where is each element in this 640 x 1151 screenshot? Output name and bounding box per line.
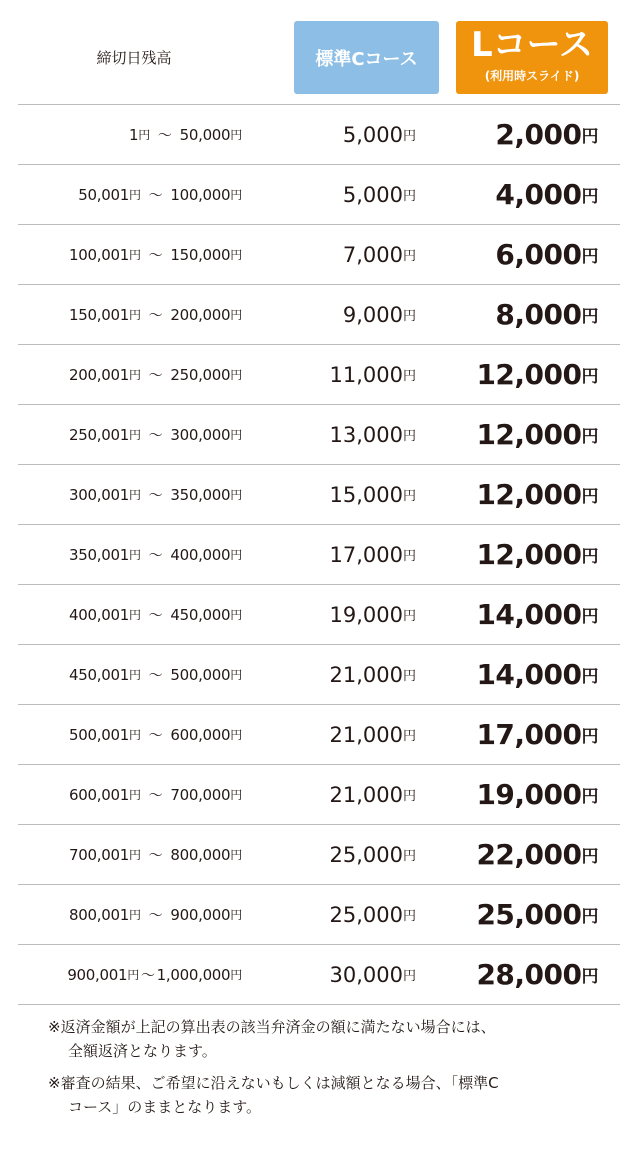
l-amount: 6,000 [495, 238, 582, 271]
yen-unit: 円 [581, 487, 598, 507]
yen-unit: 円 [138, 128, 150, 142]
yen-unit: 円 [128, 488, 141, 502]
range-to: 800,000 [170, 845, 231, 864]
l-amount-cell [438, 645, 598, 704]
range-from: 400,001 [69, 605, 129, 624]
range-from: 250,001 [69, 425, 129, 444]
yen-unit: 円 [581, 367, 598, 387]
range-to: 300,000 [170, 425, 231, 444]
yen-unit: 円 [581, 967, 598, 987]
yen-unit: 円 [230, 368, 242, 382]
standard-amount: 5,000 [342, 122, 403, 147]
l-amount-cell [438, 165, 598, 224]
footnote-line: ※返済金額が上記の算出表の該当弁済金の額に満たない場合には、 [48, 1018, 496, 1036]
standard-amount-cell [258, 885, 416, 944]
table-row [18, 885, 620, 945]
range-from: 100,001 [69, 245, 129, 264]
yen-unit: 円 [230, 548, 242, 562]
yen-unit: 円 [230, 488, 242, 502]
range-to: 350,000 [170, 485, 231, 504]
range-from: 700,001 [69, 845, 129, 864]
l-amount: 14,000 [476, 598, 582, 631]
range-to: 900,000 [170, 905, 231, 924]
standard-amount-cell [258, 165, 416, 224]
standard-course-header: 標準Cコース [294, 21, 439, 94]
range-from: 200,001 [69, 365, 129, 384]
range-from: 450,001 [69, 665, 129, 684]
range-tilde: ～ [148, 487, 163, 504]
l-amount: 17,000 [476, 718, 582, 751]
range-to: 250,000 [170, 365, 231, 384]
l-amount: 25,000 [476, 898, 582, 931]
range-tilde: ～ [148, 187, 163, 204]
balance-range-cell [18, 345, 242, 404]
yen-unit: 円 [230, 428, 242, 442]
table-row [18, 345, 620, 405]
yen-unit: 円 [581, 547, 598, 567]
range-from: 300,001 [69, 485, 129, 504]
balance-range-cell [18, 405, 242, 464]
l-amount: 14,000 [476, 658, 582, 691]
range-to: 200,000 [170, 305, 231, 324]
standard-amount: 25,000 [329, 902, 403, 927]
l-amount: 2,000 [495, 118, 582, 151]
standard-amount-cell [258, 645, 416, 704]
yen-unit: 円 [581, 607, 598, 627]
yen-unit: 円 [402, 129, 416, 144]
standard-amount: 30,000 [329, 962, 403, 987]
l-amount-cell [438, 225, 598, 284]
standard-amount: 11,000 [329, 362, 403, 387]
l-amount: 19,000 [476, 778, 582, 811]
yen-unit: 円 [127, 968, 139, 982]
yen-unit: 円 [402, 669, 416, 684]
l-course-title: Lコース [471, 25, 593, 65]
standard-amount: 7,000 [342, 242, 403, 267]
range-tilde: ～ [148, 247, 163, 264]
yen-unit: 円 [128, 728, 141, 742]
standard-amount-cell [258, 405, 416, 464]
yen-unit: 円 [230, 668, 242, 682]
range-tilde: ～ [148, 307, 163, 324]
yen-unit: 円 [581, 187, 598, 207]
range-to: 600,000 [170, 725, 231, 744]
yen-unit: 円 [230, 728, 242, 742]
table-row [18, 405, 620, 465]
yen-unit: 円 [402, 849, 416, 864]
balance-range-cell [18, 825, 242, 884]
yen-unit: 円 [402, 609, 416, 624]
range-from: 600,001 [69, 785, 129, 804]
range-to: 400,000 [170, 545, 231, 564]
yen-unit: 円 [128, 848, 141, 862]
range-to: 500,000 [170, 665, 231, 684]
range-to: 50,000 [179, 125, 231, 144]
standard-amount-cell [258, 225, 416, 284]
standard-amount: 21,000 [329, 782, 403, 807]
yen-unit: 円 [402, 909, 416, 924]
range-to: 450,000 [170, 605, 231, 624]
range-from: 500,001 [69, 725, 129, 744]
yen-unit: 円 [128, 788, 141, 802]
footnotes [48, 1015, 608, 1127]
standard-amount: 21,000 [329, 662, 403, 687]
range-to: 700,000 [170, 785, 231, 804]
l-amount-cell [438, 405, 598, 464]
balance-column-header: 締切日残高 [96, 49, 172, 67]
yen-unit: 円 [230, 788, 242, 802]
range-to: 1,000,000 [156, 965, 231, 984]
range-from: 1 [128, 125, 139, 144]
yen-unit: 円 [581, 787, 598, 807]
balance-range-cell [18, 585, 242, 644]
l-course-header [456, 21, 608, 94]
yen-unit: 円 [402, 309, 416, 324]
yen-unit: 円 [128, 548, 141, 562]
range-from: 350,001 [69, 545, 129, 564]
range-tilde: ～ [148, 667, 163, 684]
table-header [0, 0, 640, 103]
balance-range-cell [18, 765, 242, 824]
standard-amount-cell [258, 105, 416, 164]
yen-unit: 円 [581, 667, 598, 687]
yen-unit: 円 [581, 427, 598, 447]
range-from: 900,001 [67, 965, 128, 984]
table-row [18, 705, 620, 765]
yen-unit: 円 [230, 608, 242, 622]
standard-amount: 9,000 [342, 302, 403, 327]
l-amount: 12,000 [476, 358, 582, 391]
yen-unit: 円 [402, 489, 416, 504]
balance-range-cell [18, 285, 242, 344]
repayment-table [0, 105, 640, 1005]
table-row [18, 225, 620, 285]
standard-amount: 21,000 [329, 722, 403, 747]
footnote-line: ※審査の結果、ご希望に沿えないもしくは減額となる場合、「標準C [48, 1074, 499, 1092]
balance-range-cell [18, 465, 242, 524]
yen-unit: 円 [128, 308, 141, 322]
footnote-line: 全額返済となります。 [68, 1042, 217, 1060]
standard-amount-cell [258, 825, 416, 884]
standard-amount: 13,000 [329, 422, 403, 447]
yen-unit: 円 [230, 968, 242, 982]
table-row [18, 525, 620, 585]
yen-unit: 円 [230, 128, 242, 142]
yen-unit: 円 [581, 247, 598, 267]
l-amount-cell [438, 825, 598, 884]
standard-amount-cell [258, 345, 416, 404]
standard-amount: 25,000 [329, 842, 403, 867]
l-course-subtitle: (利用時スライド) [484, 69, 580, 83]
yen-unit: 円 [128, 608, 141, 622]
standard-amount-cell [258, 465, 416, 524]
yen-unit: 円 [128, 908, 141, 922]
standard-amount: 17,000 [329, 542, 403, 567]
l-amount-cell [438, 585, 598, 644]
l-amount-cell [438, 945, 598, 1004]
range-tilde: ～ [157, 127, 172, 144]
yen-unit: 円 [230, 908, 242, 922]
l-amount-cell [438, 765, 598, 824]
yen-unit: 円 [128, 188, 141, 202]
yen-unit: 円 [230, 188, 242, 202]
l-amount: 12,000 [476, 418, 582, 451]
range-tilde: ～ [140, 967, 155, 984]
balance-range-cell [18, 645, 242, 704]
standard-amount-cell [258, 585, 416, 644]
l-amount-cell [438, 105, 598, 164]
l-amount-cell [438, 465, 598, 524]
range-tilde: ～ [148, 787, 163, 804]
yen-unit: 円 [581, 727, 598, 747]
table-row [18, 585, 620, 645]
table-row [18, 105, 620, 165]
table-row [18, 765, 620, 825]
footnote [48, 1071, 608, 1119]
l-amount: 28,000 [476, 958, 582, 991]
range-from: 50,001 [78, 185, 129, 204]
standard-amount: 5,000 [342, 182, 403, 207]
yen-unit: 円 [581, 847, 598, 867]
yen-unit: 円 [581, 127, 598, 147]
standard-amount-cell [258, 705, 416, 764]
yen-unit: 円 [402, 969, 416, 984]
l-amount-cell [438, 285, 598, 344]
range-tilde: ～ [148, 847, 163, 864]
l-amount-cell [438, 705, 598, 764]
l-amount-cell [438, 345, 598, 404]
balance-range-cell [18, 945, 242, 1004]
yen-unit: 円 [402, 549, 416, 564]
standard-amount: 15,000 [329, 482, 403, 507]
table-row [18, 465, 620, 525]
yen-unit: 円 [128, 368, 141, 382]
yen-unit: 円 [402, 369, 416, 384]
yen-unit: 円 [230, 248, 242, 262]
range-tilde: ～ [148, 727, 163, 744]
yen-unit: 円 [402, 189, 416, 204]
standard-amount-cell [258, 945, 416, 1004]
balance-range-cell [18, 225, 242, 284]
standard-amount-cell [258, 285, 416, 344]
range-tilde: ～ [148, 547, 163, 564]
balance-range-cell [18, 525, 242, 584]
table-row [18, 645, 620, 705]
yen-unit: 円 [128, 428, 141, 442]
l-amount: 4,000 [495, 178, 582, 211]
yen-unit: 円 [128, 668, 141, 682]
yen-unit: 円 [402, 729, 416, 744]
l-amount-cell [438, 525, 598, 584]
table-row [18, 285, 620, 345]
footnote-line: コース」のままとなります。 [68, 1098, 262, 1116]
l-amount: 12,000 [476, 478, 582, 511]
range-to: 150,000 [170, 245, 231, 264]
yen-unit: 円 [128, 248, 141, 262]
yen-unit: 円 [581, 307, 598, 327]
range-tilde: ～ [148, 427, 163, 444]
yen-unit: 円 [581, 907, 598, 927]
range-from: 150,001 [69, 305, 129, 324]
footnote [48, 1015, 608, 1063]
yen-unit: 円 [230, 308, 242, 322]
range-tilde: ～ [148, 367, 163, 384]
table-row [18, 825, 620, 885]
l-amount: 22,000 [476, 838, 582, 871]
balance-range-cell [18, 165, 242, 224]
balance-range-cell [18, 105, 242, 164]
balance-range-cell [18, 885, 242, 944]
yen-unit: 円 [402, 429, 416, 444]
balance-range-cell [18, 705, 242, 764]
standard-amount-cell [258, 765, 416, 824]
standard-amount-cell [258, 525, 416, 584]
yen-unit: 円 [402, 789, 416, 804]
yen-unit: 円 [402, 249, 416, 264]
range-from: 800,001 [69, 905, 129, 924]
range-to: 100,000 [170, 185, 231, 204]
l-amount-cell [438, 885, 598, 944]
table-row [18, 945, 620, 1005]
standard-amount: 19,000 [329, 602, 403, 627]
l-amount: 8,000 [495, 298, 582, 331]
l-amount: 12,000 [476, 538, 582, 571]
range-tilde: ～ [148, 607, 163, 624]
table-row [18, 165, 620, 225]
range-tilde: ～ [148, 907, 163, 924]
yen-unit: 円 [230, 848, 242, 862]
